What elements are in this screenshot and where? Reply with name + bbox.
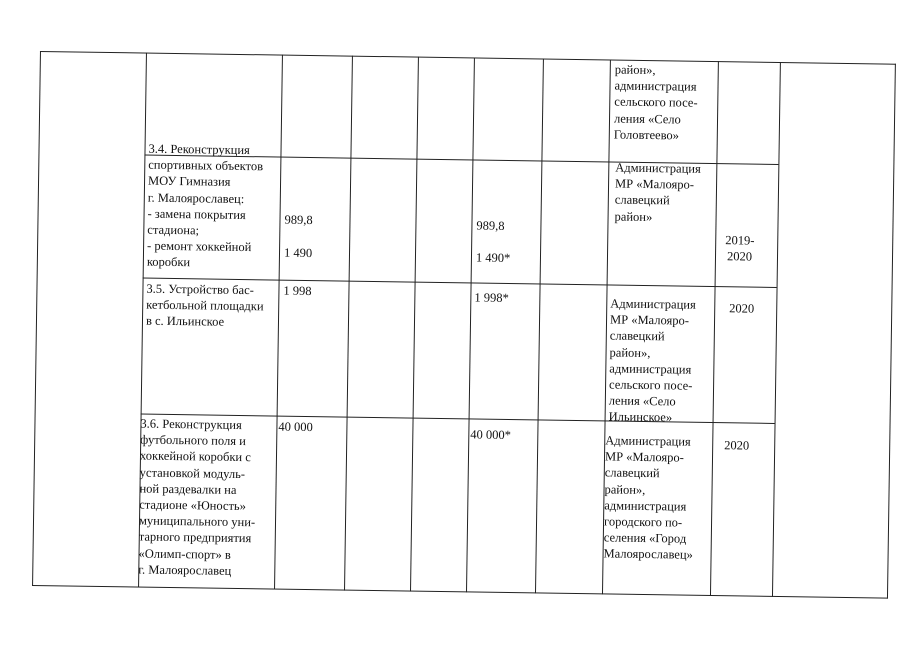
text-line: администрация	[609, 361, 692, 377]
text-line: в с. Ильинское	[145, 314, 225, 330]
column-divider	[410, 57, 419, 592]
row-3-4-period	[725, 232, 755, 265]
text-line: район»	[614, 209, 653, 224]
text-line: Малоярославец»	[603, 546, 693, 563]
text-line: 2019-	[725, 233, 755, 248]
text-line: установкой модуль-	[139, 465, 246, 481]
continued-executor-cell	[614, 62, 698, 144]
table-bottom-border	[32, 585, 888, 599]
text-line: МР «Малояро-	[609, 312, 690, 328]
text-line: Головтеево»	[613, 127, 680, 143]
text-line: - ремонт хоккейной	[147, 238, 252, 255]
row-3-5-name	[146, 281, 264, 331]
row-3-5-source: 1 998*	[474, 290, 509, 305]
text-line: кетбольной площадки	[146, 297, 264, 314]
text-line: г. Малоярославец:	[147, 190, 245, 206]
text-line: тарного предприятия	[138, 529, 252, 546]
column-divider	[466, 57, 475, 592]
row-3-4-executor	[614, 160, 700, 226]
text-line: район»,	[609, 345, 651, 360]
column-divider	[274, 55, 283, 590]
table-left-border	[32, 51, 41, 586]
text-line: коробки	[146, 255, 191, 270]
row-3-6-executor	[603, 432, 694, 563]
row-3-6-period: 2020	[724, 438, 750, 453]
row-3-4-source-1: 989,8	[476, 218, 505, 233]
text-line: район»,	[604, 482, 646, 497]
row-3-6-total: 40 000	[278, 419, 313, 435]
text-line: МОУ Гимназия	[147, 174, 231, 190]
text-line: городского по-	[603, 514, 683, 530]
row-3-5-period: 2020	[729, 301, 755, 316]
text-line: - замена покрытия	[147, 206, 246, 222]
table-top-border	[40, 51, 896, 65]
text-line: славецкий	[609, 328, 665, 344]
row-3-4-name	[147, 141, 264, 272]
text-line: администрация	[604, 498, 687, 514]
text-line: муниципального уни-	[138, 513, 256, 530]
text-line: ной раздевалки на	[139, 481, 237, 497]
text-line: спортивных объектов	[148, 157, 264, 174]
text-line: ления «Село	[608, 393, 676, 409]
table-right-border	[887, 64, 896, 599]
row-3-4-total-2: 1 490	[283, 245, 313, 261]
row-3-4-total-1: 989,8	[284, 212, 313, 228]
text-line: «Олимп-спорт» в	[138, 546, 231, 562]
text-line: ления «Село	[613, 111, 681, 127]
text-line: МР «Малояро-	[614, 176, 695, 192]
text-line: стадиона;	[147, 222, 200, 238]
text-line: славецкий	[604, 465, 660, 481]
text-line: 3.4. Реконструкция	[148, 141, 250, 158]
text-line: футбольного поля и	[140, 432, 246, 449]
text-line: г. Малоярославец	[138, 562, 232, 578]
text-line: Администрация	[610, 296, 696, 312]
text-line: славецкий	[614, 192, 670, 208]
row-3-6-name	[138, 416, 257, 580]
column-divider	[535, 58, 544, 593]
row-3-5-executor	[608, 295, 695, 426]
row-3-5-total: 1 998	[283, 283, 312, 299]
text-line: селения «Город	[603, 530, 687, 546]
text-line: Администрация	[605, 433, 691, 449]
text-line: Администрация	[615, 160, 701, 176]
column-divider	[710, 61, 719, 596]
column-divider	[772, 62, 781, 597]
text-line: район»,	[614, 62, 656, 78]
text-line: хоккейной коробки с	[139, 448, 251, 465]
text-line: 3.5. Устройство бас-	[146, 281, 254, 298]
text-line: стадионе «Юность»	[139, 497, 247, 514]
text-line: сельского посе-	[614, 94, 698, 111]
text-line: 2020	[726, 249, 753, 264]
column-divider	[344, 56, 353, 591]
row-3-6-source: 40 000*	[470, 427, 512, 443]
text-line: МР «Малояро-	[604, 449, 685, 465]
row-3-4-source-2: 1 490*	[475, 250, 511, 265]
text-line: 3.6. Реконструкция	[140, 416, 242, 433]
text-line: Ильинское»	[608, 409, 673, 425]
text-line: сельского посе-	[608, 377, 693, 393]
text-line: администрация	[614, 78, 697, 94]
